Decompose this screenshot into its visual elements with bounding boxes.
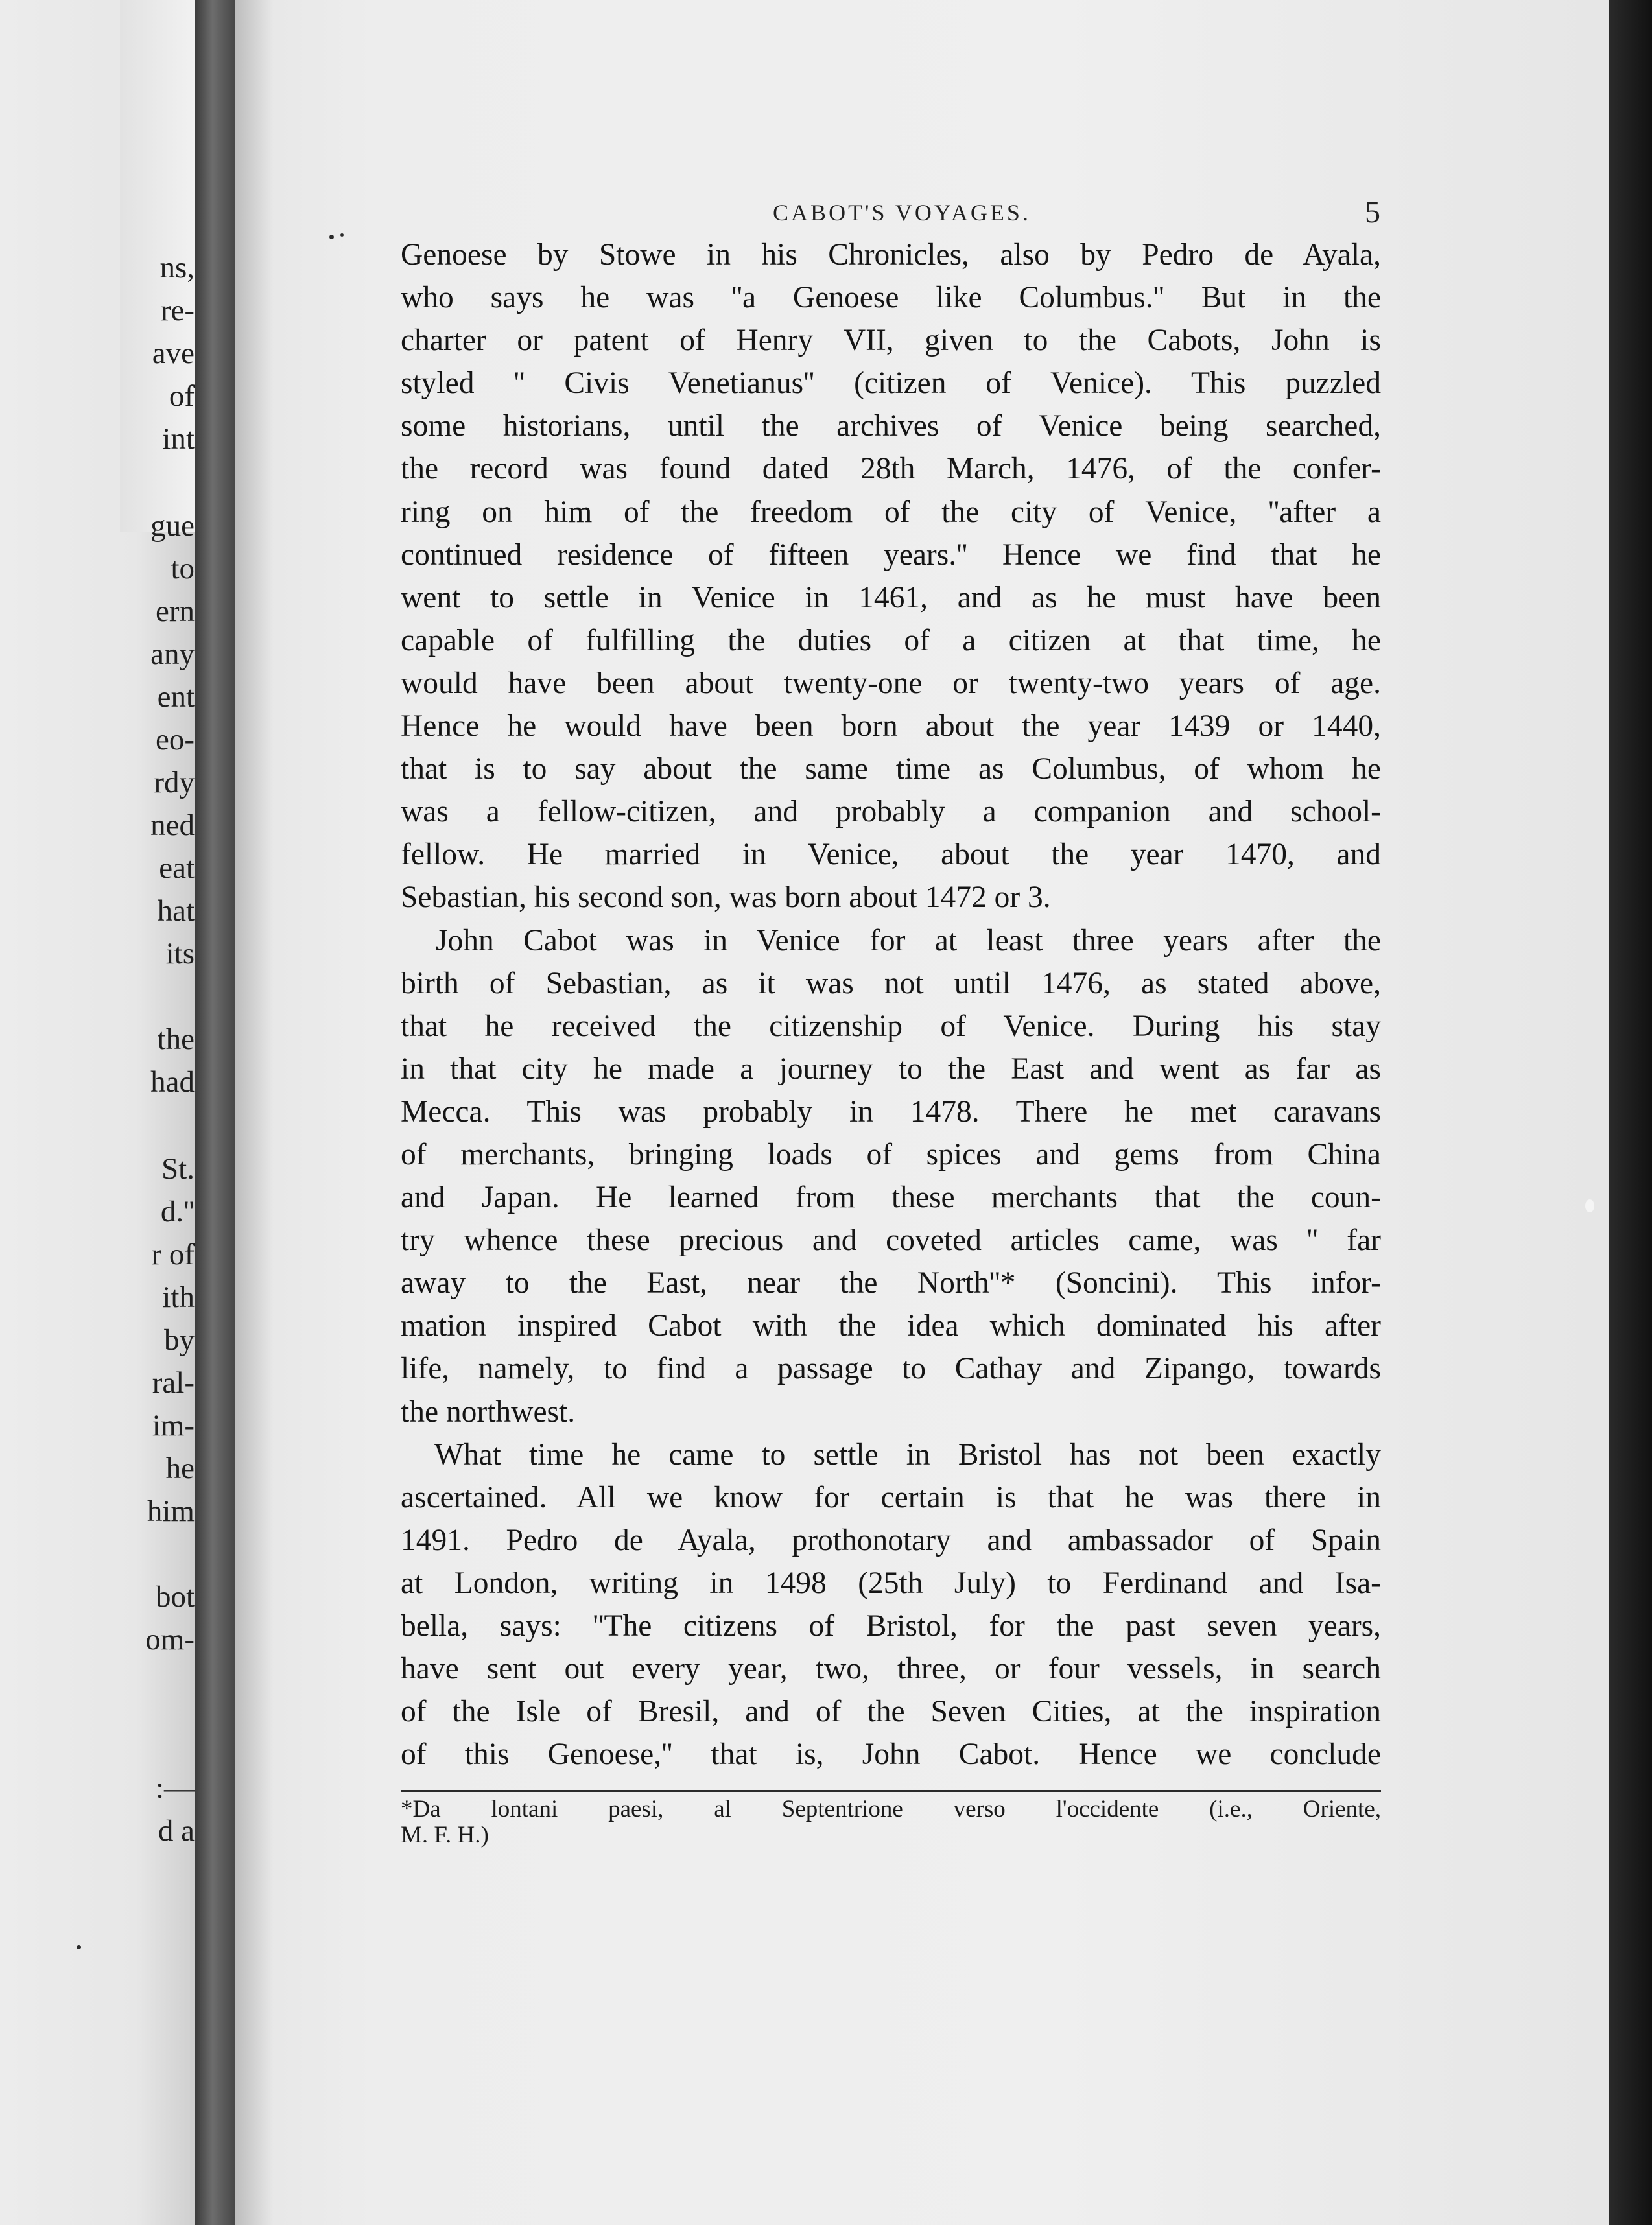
left-fragment: the [157,1022,195,1056]
text-line: Sebastian, his second son, was born about 1472 or 3. [401,880,1051,915]
text-line: that is to say about the same time as Columbus, of whom he [401,752,1381,786]
text-line: Mecca. This was probably in 1478. There he met caravans [401,1094,1381,1129]
footnote-line: *Da lontani paesi, al Septentrione verso l'occidente (i.e., Oriente, [401,1796,1381,1822]
left-fragment: hat [157,894,195,928]
text-line: was a fellow-citizen, and probably a companion and school- [401,795,1381,829]
left-fragment: ned [150,808,195,842]
footnote-line: M. F. H.) [401,1822,489,1848]
text-line: would have been about twenty-one or twenty-two years of age. [401,666,1381,700]
left-fragment: r of [151,1238,195,1271]
scan-speck [1585,1199,1594,1212]
left-fragment: of [169,379,195,413]
paragraph [401,233,1381,919]
left-fragment: eat [159,851,195,885]
text-line: of the Isle of Bresil, and of the Seven Cities, at the inspiration [401,1695,1381,1729]
paragraph [401,1433,1381,1776]
left-fragment: ith [162,1280,195,1314]
page-shadow [235,0,274,2225]
text-line: charter or patent of Henry VII, given to the Cabots, John is [401,324,1381,358]
page-number: 5 [1365,195,1380,230]
text-line: some historians, until the archives of Venice being searched, [401,409,1381,443]
text-line: ascertained. All we know for certain is that he was there in [401,1480,1381,1514]
text-line: 1491. Pedro de Ayala, prothonotary and ambassador of Spain [401,1523,1381,1557]
text-line: capable of fulfilling the duties of a citizen at that time, he [401,623,1381,657]
left-fragment: ral- [152,1366,195,1400]
footnote [401,1796,1381,1848]
text-line: What time he came to settle in Bristol has not been exactly [434,1437,1381,1472]
left-fragment: gue [150,509,195,543]
text-line: life, namely, to find a passage to Cathay and Zipango, towards [401,1352,1381,1386]
left-fragment: im- [152,1409,195,1442]
text-line: styled '' Civis Venetianus'' (citizen of Venice). This puzzled [401,366,1381,401]
left-fragment: to [171,552,195,585]
left-fragment: ent [157,680,195,714]
left-fragment: he [165,1452,195,1485]
text-line: in that city he made a journey to the East and went as far as [401,1052,1381,1086]
paragraph [401,919,1381,1433]
text-line: continued residence of fifteen years.'' Hence we find that he [401,537,1381,572]
text-line: John Cabot was in Venice for at least three years after the [436,923,1381,958]
left-fragment: ern [155,595,195,628]
left-fragment: int [162,422,195,456]
left-fragment: its [165,937,195,971]
text-line: the record was found dated 28th March, 1476, of the confer- [401,452,1381,486]
left-fragment: om- [145,1623,195,1656]
book-gutter [195,0,235,2225]
left-fragment: d.'' [160,1195,195,1229]
left-fragment: eo- [155,723,195,757]
text-line: who says he was ''a Genoese like Columbus.'' But in the [401,281,1381,315]
text-line: ring on him of the freedom of the city of Venice, ''after a [401,495,1381,529]
text-line: mation inspired Cabot with the idea which dominated his after [401,1309,1381,1343]
left-fragment: any [150,637,195,671]
text-line: of merchants, bringing loads of spices and gems from China [401,1137,1381,1171]
scan-speck [329,235,334,239]
text-line: and Japan. He learned from these merchants that the coun- [401,1181,1381,1215]
text-line: the northwest. [401,1395,576,1429]
text-line: birth of Sebastian, as it was not until 1476, as stated above, [401,966,1381,1000]
left-fragment: bot [155,1580,195,1614]
text-line: at London, writing in 1498 (25th July) to Ferdinand and Isa- [401,1566,1381,1600]
left-fragment: rdy [154,766,195,799]
text-line: Hence he would have been born about the year 1439 or 1440, [401,709,1381,744]
text-line: that he received the citizenship of Venice. During his stay [401,1009,1381,1043]
left-fragment: St. [161,1152,195,1186]
text-line: away to the East, near the North''* (Soncini). This infor- [401,1266,1381,1301]
text-line: of this Genoese,'' that is, John Cabot. Hence we conclude [401,1737,1381,1772]
footnote-rule [401,1790,1381,1792]
left-page-edge [0,0,195,2225]
running-title: CABOT'S VOYAGES. [773,200,1031,226]
scan-speck [77,1945,81,1949]
left-fragment: d a [158,1814,195,1848]
body-text [401,233,1381,1776]
left-fragment: re- [160,294,195,327]
text-line: went to settle in Venice in 1461, and as he must have been [401,580,1381,615]
left-fragment: by [164,1323,195,1357]
scan-speck [340,233,344,237]
left-fragment: ave [152,336,195,370]
text-line: try whence these precious and coveted articles came, was '' far [401,1223,1381,1258]
left-fragment: ns, [159,251,195,285]
text-line: have sent out every year, two, three, or four vessels, in search [401,1652,1381,1686]
left-fragment: :— [155,1771,195,1805]
left-fragment: had [150,1065,195,1099]
text-line: fellow. He married in Venice, about the year 1470, and [401,838,1381,872]
text-line: bella, says: ''The citizens of Bristol, for the past seven years, [401,1609,1381,1643]
left-fragment: him [147,1494,195,1528]
text-line: Genoese by Stowe in his Chronicles, also by Pedro de Ayala, [401,238,1381,272]
scan-edge [1609,0,1652,2225]
